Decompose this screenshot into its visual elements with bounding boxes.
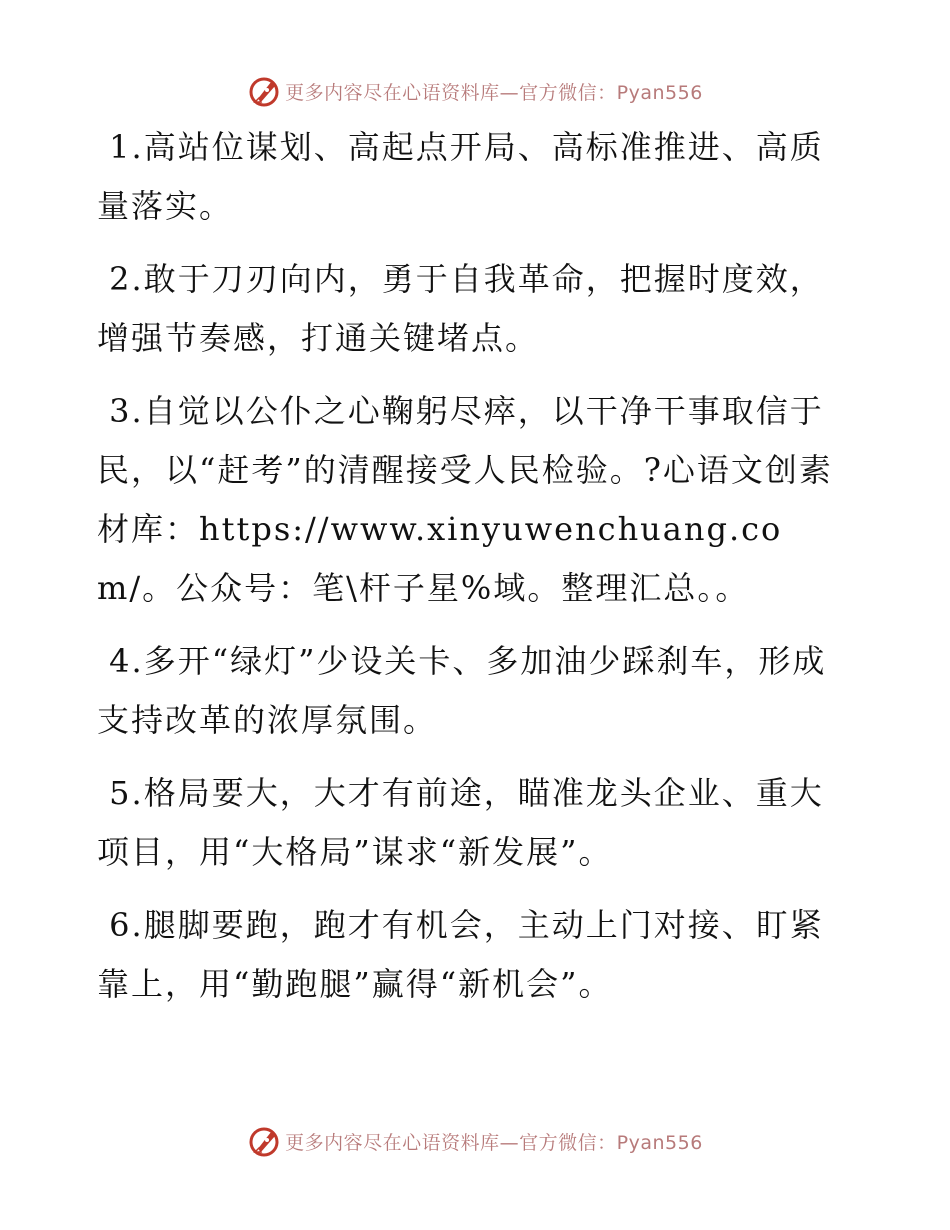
footer-banner-text: 更多内容尽在心语资料库—官方微信：Pyan556 [285,1131,703,1154]
header-banner-text: 更多内容尽在心语资料库—官方微信：Pyan556 [285,81,703,104]
paragraph-6: 6.腿脚要跑，跑才有机会，主动上门对接、盯紧靠上，用“勤跑腿”赢得“新机会”。 [97,906,824,1003]
paragraph-2: 2.敢于刀刃向内，勇于自我革命，把握时度效，增强节奏感，打通关键堵点。 [97,260,824,357]
paragraph-3: 3.自觉以公仆之心鞠躬尽瘁，以干净干事取信于民，以“赶考”的清醒接受人民检验。?心语文创素材库：https://www.xinyuwenchuang.com/。公众号：笔\杆子星%域。整理汇总。。 [97,392,833,607]
footer-banner [0,1124,950,1158]
pen-nib-logo-icon [247,1124,281,1158]
paragraph-1: 1.高站位谋划、高起点开局、高标准推进、高质量落实。 [97,128,824,225]
header-banner [0,74,950,108]
paragraph-4: 4.多开“绿灯”少设关卡、多加油少踩刹车，形成支持改革的浓厚氛围。 [97,642,827,739]
pen-nib-logo-icon [247,74,281,108]
document-body [97,118,837,1028]
paragraph-5: 5.格局要大，大才有前途，瞄准龙头企业、重大项目，用“大格局”谋求“新发展”。 [97,774,824,871]
